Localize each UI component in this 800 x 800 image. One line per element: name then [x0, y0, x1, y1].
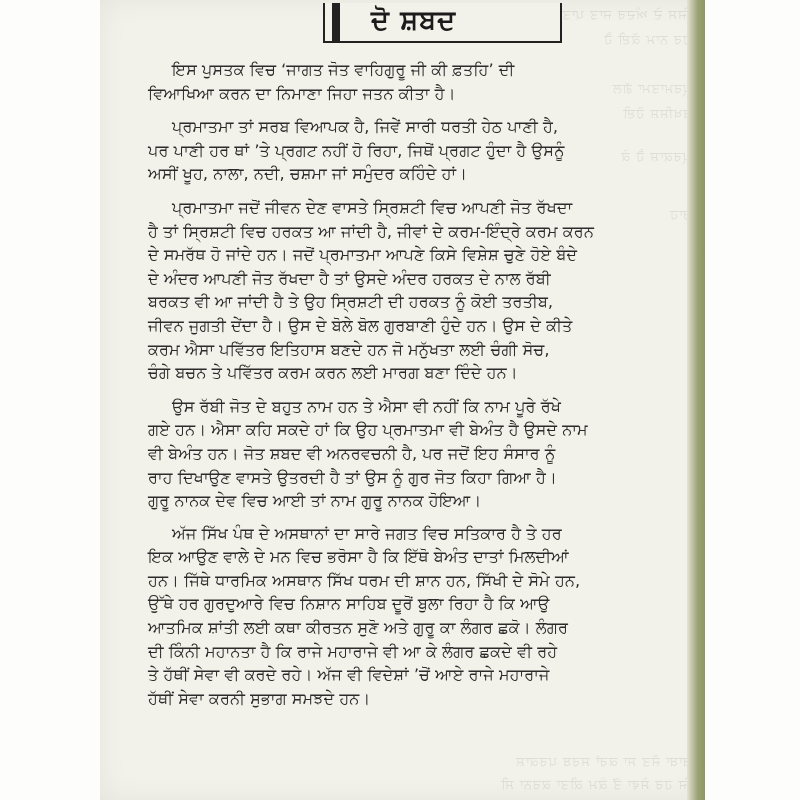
text-line: ਦੀ ਕਿੰਨੀ ਮਹਾਨਤਾ ਹੈ ਕਿ ਰਾਜੇ ਮਹਾਰਾਜੇ ਵੀ ਆ ਕੇ ਲੰਗਰ ਛਕਦੇ ਵੀ ਰਹੇ: [148, 641, 558, 661]
paragraph: [148, 58, 683, 105]
text-line: ਪ੍ਰਮਾਤਮਾ ਤਾਂ ਸਰਬ ਵਿਆਪਕ ਹੈ, ਜਿਵੇਂ ਸਾਰੀ ਧਰਤੀ ਹੇਠ ਪਾਣੀ ਹੈ,: [172, 117, 559, 137]
paragraph: [148, 115, 683, 186]
text-line: ਗੁਰੂ ਨਾਨਕ ਦੇਵ ਵਿਚ ਆਈ ਤਾਂ ਨਾਮ ਗੁਰੂ ਨਾਨਕ ਹੋਇਆ।: [148, 491, 482, 511]
text-line: ਚੰਗੇ ਬਚਨ ਤੇ ਪਵਿੱਤਰ ਕਰਮ ਕਰਨ ਲਈ ਮਾਰਗ ਬਣਾ ਦਿੰਦੇ ਹਨ।: [148, 363, 518, 383]
text-line: ਆਤਮਿਕ ਸ਼ਾਂਤੀ ਲਈ ਕਥਾ ਕੀਰਤਨ ਸੁਣੋ ਅਤੇ ਗੁਰੂ ਕਾ ਲੰਗਰ ਛਕੋ। ਲੰਗਰ: [148, 618, 569, 638]
text-line: ਦੇ ਅੰਦਰ ਆਪਣੀ ਜੋਤ ਰੱਖਦਾ ਹੈ ਤਾਂ ਉਸਦੇ ਅੰਦਰ ਹਰਕਤ ਦੇ ਨਾਲ ਰੱਬੀ: [148, 268, 551, 288]
text-line: ਅੱਜ ਸਿੱਖ ਪੰਥ ਦੇ ਅਸਥਾਨਾਂ ਦਾ ਸਾਰੇ ਜਗਤ ਵਿਚ ਸਤਿਕਾਰ ਹੈ ਤੇ ਹਰ: [172, 523, 562, 543]
text-line: ਕਰਮ ਐਸਾ ਪਵਿੱਤਰ ਇਤਿਹਾਸ ਬਣਦੇ ਹਨ ਜੋ ਮਨੁੱਖਤਾ ਲਈ ਚੰਗੀ ਸੋਚ,: [148, 339, 550, 359]
text-line: ਹੱਥੀਂ ਸੇਵਾ ਕਰਨੀ ਸੁਭਾਗ ਸਮਝਦੇ ਹਨ।: [148, 688, 371, 708]
paragraph: [148, 522, 683, 711]
text-line: ਉੱਥੇ ਹਰ ਗੁਰਦੁਆਰੇ ਵਿਚ ਨਿਸ਼ਾਨ ਸਾਹਿਬ ਦੂਰੋਂ ਬੁਲਾ ਰਿਹਾ ਹੈ ਕਿ ਆਉ: [148, 594, 550, 614]
heading-box: [323, 3, 562, 43]
text-line: ਗਏ ਹਨ। ਐਸਾ ਕਹਿ ਸਕਦੇ ਹਾਂ ਕਿ ਉਹ ਪ੍ਰਮਾਤਮਾ ਵੀ ਬੇਅੰਤ ਹੈ ਉਸਦੇ ਨਾਮ: [148, 420, 588, 440]
paragraph: [148, 395, 683, 513]
text-line: ਬਰਕਤ ਵੀ ਆ ਜਾਂਦੀ ਹੈ ਤੇ ਉਹ ਸ੍ਰਿਸ਼ਟੀ ਦੀ ਹਰਕਤ ਨੂੰ ਕੋਈ ਤਰਤੀਬ,: [148, 292, 554, 312]
text-line: ਇਸ ਪੁਸਤਕ ਵਿਚ ‘ਜਾਗਤ ਜੋਤ ਵਾਹਿਗੁਰੂ ਜੀ ਕੀ ਫ਼ਤਹਿ’ ਦੀ: [172, 60, 515, 79]
text-line: ਪ੍ਰਮਾਤਮਾ ਜਦੋਂ ਜੀਵਨ ਦੇਣ ਵਾਸਤੇ ਸ੍ਰਿਸ਼ਟੀ ਵਿਚ ਆਪਣੀ ਜੋਤ ਰੱਖਦਾ: [172, 197, 573, 217]
text-line: ਉਸ ਰੱਬੀ ਜੋਤ ਦੇ ਬਹੁਤ ਨਾਮ ਹਨ ਤੇ ਐਸਾ ਵੀ ਨਹੀਂ ਕਿ ਨਾਮ ਪੂਰੇ ਰੱਖੇ: [172, 396, 562, 416]
paragraph: [148, 196, 683, 385]
text-line: ਜੀਵਨ ਜੁਗਤੀ ਦੇਂਦਾ ਹੈ। ਉਸ ਦੇ ਬੋਲੇ ਬੋਲ ਗੁਰਬਾਣੀ ਹੁੰਦੇ ਹਨ। ਉਸ ਦੇ ਕੀਤੇ: [148, 315, 573, 335]
text-line: ਵੀ ਬੇਅੰਤ ਹਨ। ਜੋਤ ਸ਼ਬਦ ਵੀ ਅਨਰਵਚਨੀ ਹੈ, ਪਰ ਜਦੋਂ ਇਹ ਸੰਸਾਰ ਨੂੰ: [148, 443, 556, 463]
heading-bar-decoration: [332, 3, 340, 41]
text-line: ਅਸੀਂ ਖੂਹ, ਨਾਲਾ, ਨਦੀ, ਚਸ਼ਮਾ ਜਾਂ ਸਮੁੰਦਰ ਕਹਿੰਦੇ ਹਾਂ।: [148, 164, 468, 184]
text-line: ਤੇ ਹੱਥੀਂ ਸੇਵਾ ਵੀ ਕਰਦੇ ਰਹੇ। ਅੱਜ ਵੀ ਵਿਦੇਸ਼ਾਂ ’ਚੋਂ ਆਏ ਰਾਜੇ ਮਹਾਰਾਜੇ: [148, 665, 550, 685]
text-line: ਪਰ ਪਾਣੀ ਹਰ ਥਾਂ ’ਤੇ ਪ੍ਰਗਟ ਨਹੀਂ ਹੋ ਰਿਹਾ, ਜਿਥੋਂ ਪ੍ਰਗਟ ਹੁੰਦਾ ਹੈ ਉਸਨੂੰ: [148, 140, 565, 160]
book-spine-edge: [687, 0, 705, 800]
text-line: ਹਨ। ਜਿੱਥੇ ਧਾਰਮਿਕ ਅਸਥਾਨ ਸਿੱਖ ਧਰਮ ਦੀ ਸ਼ਾਨ ਹਨ, ਸਿੱਖੀ ਦੇ ਸੋਮੇ ਹਨ,: [148, 570, 581, 590]
body-text: [148, 58, 683, 720]
bleed-through-text: ਜਿਸ ਦੇ ਅੰਦਰ ਜਾਤ ਪਾਤ ਕਰ ਉਹ ਕਰਦੇ ਹਰ ਨਾਮ ਕੋਈ ਹੈ ਪ੍ਰਮਾਤਮਾ ਗੱਲ ਬਖਸ਼ਿਸ਼ ਹੋਈ ਪ੍ਰਕਾਸ਼ ਹੈ ਕੇ ਰਾਹ ਬਾਬਾ ਜੋਤ ਸਾ ਕਰਾਂ ਸਰਬ ਪਰਕਾਸ਼ ਜਿ ਹਰ ਸੇਵਾ ਤੋਂ ਕੰਮ ਕੀਤਾ ਕਰਨਾ ਸੀ: [479, 8, 691, 793]
text-line: ਰਾਹ ਦਿਖਾਉਣ ਵਾਸਤੇ ਉਤਰਦੀ ਹੈ ਤਾਂ ਉਸ ਨੂੰ ਗੁਰ ਜੋਤ ਕਿਹਾ ਗਿਆ ਹੈ।: [148, 467, 557, 487]
text-line: ਵਿਆਖਿਆ ਕਰਨ ਦਾ ਨਿਮਾਣਾ ਜਿਹਾ ਜਤਨ ਕੀਤਾ ਹੈ।: [148, 83, 456, 103]
page-title: ਦੋ ਸ਼ਬਦ: [371, 5, 456, 36]
text-line: ਇਕ ਆਉਣ ਵਾਲੇ ਦੇ ਮਨ ਵਿਚ ਭਰੋਸਾ ਹੈ ਕਿ ਇੱਥੋ ਬੇਅੰਤ ਦਾਤਾਂ ਮਿਲਦੀਆਂ: [148, 547, 569, 567]
text-line: ਹੈ ਤਾਂ ਸ੍ਰਿਸ਼ਟੀ ਵਿਚ ਹਰਕਤ ਆ ਜਾਂਦੀ ਹੈ, ਜੀਵਾਂ ਦੇ ਕਰਮ-ਇੰਦ੍ਰੇ ਕਰਮ ਕਰਨ: [148, 221, 594, 241]
text-line: ਦੇ ਸਮਰੱਥ ਹੋ ਜਾਂਦੇ ਹਨ। ਜਦੋਂ ਪ੍ਰਮਾਤਮਾ ਆਪਣੇ ਕਿਸੇ ਵਿਸ਼ੇਸ਼ ਚੁਣੇ ਹੋਏ ਬੰਦੇ: [148, 245, 578, 265]
